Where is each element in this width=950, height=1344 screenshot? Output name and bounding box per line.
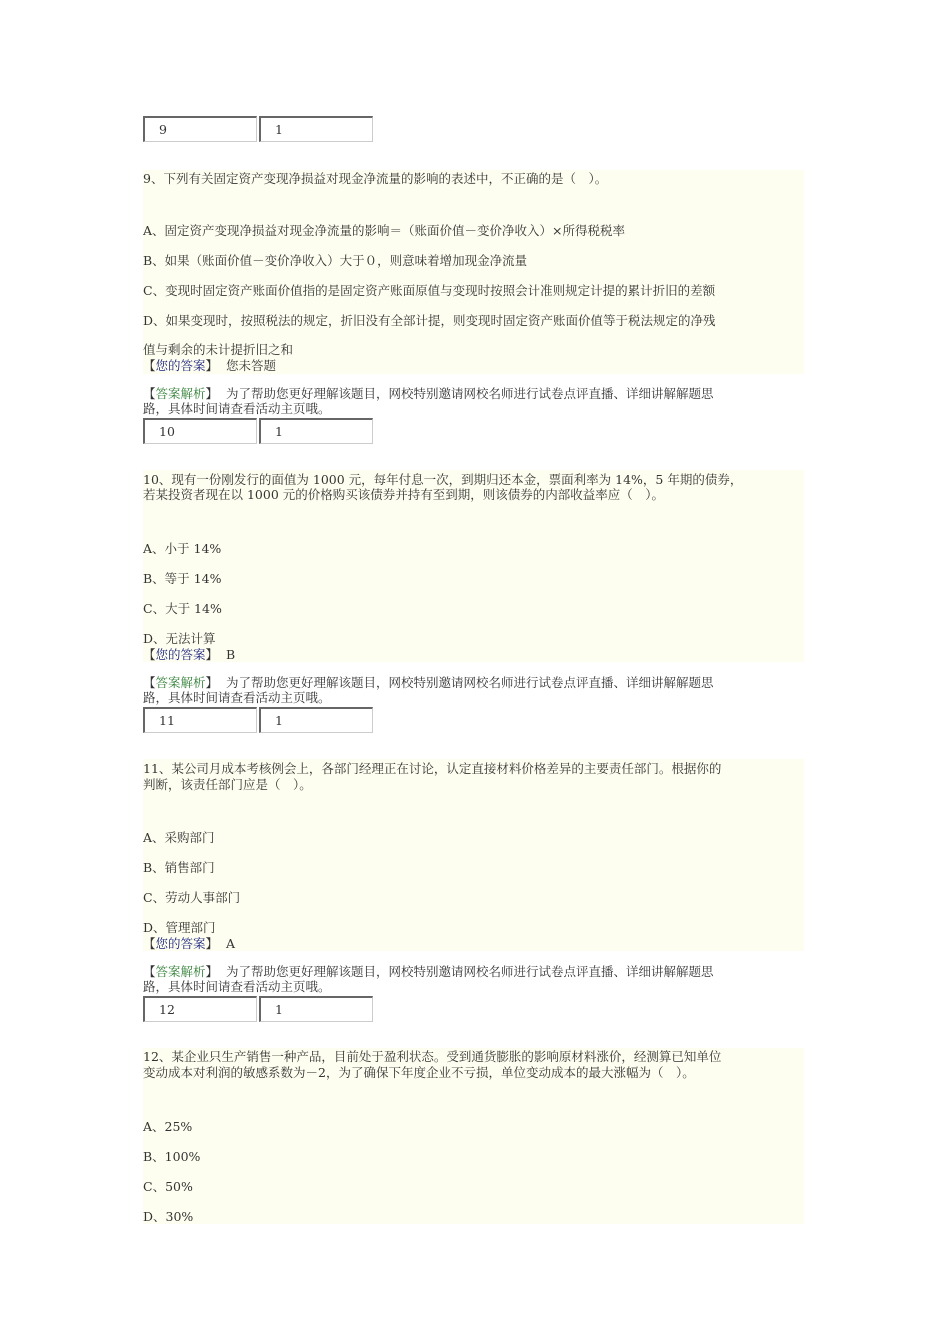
option-b: B、销售部门 — [143, 860, 215, 875]
option-c: C、变现时固定资产账面价值指的是固定资产账面原值与变现时按照会计准则规定计提的累计折旧的差额 — [143, 283, 716, 298]
your-answer-row: 【您的答案】 A — [143, 936, 236, 951]
score-cell: 1 — [259, 116, 373, 142]
question-number-cell: 10 — [143, 418, 257, 444]
option-b: B、等于 14% — [143, 571, 222, 586]
option-b: B、如果（账面价值－变价净收入）大于０，则意味着增加现金净流量 — [143, 253, 528, 268]
option-d: D、无法计算 — [143, 631, 216, 646]
explanation-text-continued: 路，具体时间请查看活动主页哦。 — [143, 690, 331, 705]
your-answer-label: 您的答案 — [155, 647, 206, 662]
explanation-block: 【答案解析】 为了帮助您更好理解该题目，网校特别邀请网校名师进行试卷点评直播、详细讲解解题思 路，具体时间请查看活动主页哦。 — [143, 675, 804, 705]
explanation-label: 答案解析 — [155, 386, 206, 401]
score-cell: 1 — [259, 707, 373, 733]
your-answer-value: 您未答题 — [226, 358, 277, 373]
option-a: A、固定资产变现净损益对现金净流量的影响＝（账面价值－变价净收入）×所得税税率 — [143, 223, 626, 238]
question-text-continued: 变动成本对利润的敏感系数为－2，为了确保下年度企业不亏损，单位变动成本的最大涨幅为（ ）。 — [143, 1065, 695, 1080]
score-table-11 — [143, 707, 375, 733]
option-d: D、管理部门 — [143, 920, 216, 935]
score-cell: 1 — [259, 418, 373, 444]
explanation-text: 为了帮助您更好理解该题目，网校特别邀请网校名师进行试卷点评直播、详细讲解解题思 — [226, 386, 714, 401]
option-d: D、如果变现时，按照税法的规定，折旧没有全部计提，则变现时固定资产账面价值等于税法规定的净残 — [143, 313, 716, 328]
question-text-continued: 判断，该责任部门应是（ ）。 — [143, 777, 312, 792]
question-10 — [143, 470, 804, 662]
score-table-12 — [143, 996, 375, 1022]
score-table-10 — [143, 418, 375, 444]
question-11 — [143, 759, 804, 951]
your-answer-label: 您的答案 — [155, 358, 206, 373]
option-c: C、50% — [143, 1179, 193, 1194]
option-d: D、30% — [143, 1209, 194, 1224]
option-a: A、25% — [143, 1119, 193, 1134]
explanation-block: 【答案解析】 为了帮助您更好理解该题目，网校特别邀请网校名师进行试卷点评直播、详细讲解解题思 路，具体时间请查看活动主页哦。 — [143, 386, 804, 416]
option-a: A、小于 14% — [143, 541, 222, 556]
explanation-block: 【答案解析】 为了帮助您更好理解该题目，网校特别邀请网校名师进行试卷点评直播、详细讲解解题思 路，具体时间请查看活动主页哦。 — [143, 964, 804, 994]
explanation-label: 答案解析 — [155, 675, 206, 690]
explanation-text-continued: 路，具体时间请查看活动主页哦。 — [143, 979, 331, 994]
your-answer-label: 您的答案 — [155, 936, 206, 951]
explanation-text: 为了帮助您更好理解该题目，网校特别邀请网校名师进行试卷点评直播、详细讲解解题思 — [226, 964, 714, 979]
option-d-continued: 值与剩余的未计提折旧之和 — [143, 342, 294, 357]
question-text: 11、某公司月成本考核例会上，各部门经理正在讨论，认定直接材料价格差异的主要责任部门。根据你的 — [143, 761, 722, 776]
score-cell: 1 — [259, 996, 373, 1022]
your-answer-row: 【您的答案】 您未答题 — [143, 358, 277, 373]
your-answer-value: B — [226, 647, 236, 662]
question-number-cell: 11 — [143, 707, 257, 733]
your-answer-row: 【您的答案】 B — [143, 647, 236, 662]
option-c: C、劳动人事部门 — [143, 890, 241, 905]
option-a: A、采购部门 — [143, 830, 215, 845]
option-c: C、大于 14% — [143, 601, 222, 616]
question-number-cell: 9 — [143, 116, 257, 142]
explanation-text: 为了帮助您更好理解该题目，网校特别邀请网校名师进行试卷点评直播、详细讲解解题思 — [226, 675, 714, 690]
explanation-label: 答案解析 — [155, 964, 206, 979]
question-text: 12、某企业只生产销售一种产品，目前处于盈利状态。受到通货膨胀的影响原材料涨价，经测算已知单位 — [143, 1049, 722, 1064]
question-12 — [143, 1048, 804, 1224]
question-text: 10、现有一份刚发行的面值为 1000 元，每年付息一次，到期归还本金，票面利率为 14%，5 年期的债券， — [143, 472, 743, 487]
question-number-cell: 12 — [143, 996, 257, 1022]
your-answer-value: A — [226, 936, 236, 951]
question-text-continued: 若某投资者现在以 1000 元的价格购买该债券并持有至到期，则该债券的内部收益率应（ ）。 — [143, 487, 665, 502]
explanation-text-continued: 路，具体时间请查看活动主页哦。 — [143, 401, 331, 416]
option-b: B、100% — [143, 1149, 201, 1164]
score-table-9 — [143, 116, 375, 142]
question-9 — [143, 170, 804, 374]
question-text: 9、下列有关固定资产变现净损益对现金净流量的影响的表述中，不正确的是（ ）。 — [143, 171, 608, 186]
